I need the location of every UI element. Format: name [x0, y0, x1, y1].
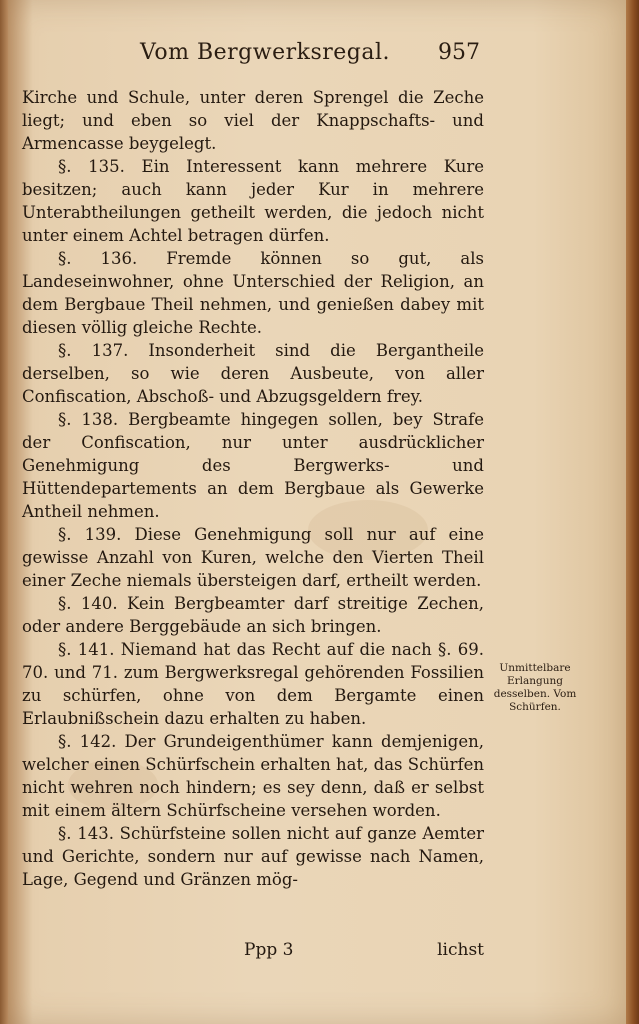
margin-note: Unmittelbare Erlangung desselben. Vom Schürfen. — [493, 662, 577, 713]
paragraph-135: §. 135. Ein Interessent kann mehrere Kure besitzen; auch kann jeder Kur in mehrere Unterabtheilungen getheilt werden, die jedoch nicht unter einem Achtel betragen dürfen. — [22, 157, 484, 245]
book-left-edge — [0, 0, 8, 1024]
paragraph-139: §. 139. Diese Genehmigung soll nur auf eine gewisse Anzahl von Kuren, welche den Vierten Theil einer Zeche niemals übersteigen darf, ertheilt werden. — [22, 525, 484, 590]
paragraph: Kirche und Schule, unter deren Sprengel die Zeche liegt; und eben so viel der Knappschafts- und Armencasse beygelegt. — [22, 88, 484, 153]
paragraph-137: §. 137. Insonderheit sind die Bergantheile derselben, so wie deren Ausbeute, von aller Confiscation, Abschoß- und Abzugsgeldern frey. — [22, 341, 484, 406]
paragraph-143: §. 143. Schürfsteine sollen nicht auf ganze Aemter und Gerichte, sondern nur auf gewisse nach Namen, Lage, Gegend und Gränzen mög- — [22, 824, 484, 889]
catchword: lichst — [437, 940, 484, 960]
signature-mark: Ppp 3 — [244, 940, 294, 960]
paragraph-142: §. 142. Der Grundeigenthümer kann demjenigen, welcher einen Schürfschein erhalten hat, das Schürfen nicht wehren noch hindern; es sey denn, daß er selbst mit einem ältern Schürfscheine versehen worden. — [22, 732, 484, 820]
page-number: 957 — [438, 40, 480, 65]
book-cover-edge — [626, 0, 639, 1024]
paragraph-136: §. 136. Fremde können so gut, als Landeseinwohner, ohne Unterschied der Religion, an dem Bergbaue Theil nehmen, und genießen dabey mit diesen völlig gleiche Rechte. — [22, 249, 484, 337]
paragraph-141: §. 141. Niemand hat das Recht auf die nach §. 69. 70. und 71. zum Bergwerksregal gehörenden Fossilien zu schürfen, ohne von dem Bergamte einen Erlaubnißschein dazu erhalten zu haben. — [22, 640, 484, 728]
running-title: Vom Bergwerksregal. — [140, 40, 391, 65]
page-body — [22, 86, 484, 891]
paragraph-140: §. 140. Kein Bergbeamter darf streitige Zechen, oder andere Berggebäude an sich bringen. — [22, 594, 484, 636]
running-header — [140, 40, 480, 72]
page-footer — [22, 940, 484, 966]
paragraph-138: §. 138. Bergbeamte hingegen sollen, bey Strafe der Confiscation, nur unter ausdrücklicher Genehmigung des Bergwerks- und Hüttendepartements an dem Bergbaue als Gewerke Antheil nehmen. — [22, 410, 484, 521]
